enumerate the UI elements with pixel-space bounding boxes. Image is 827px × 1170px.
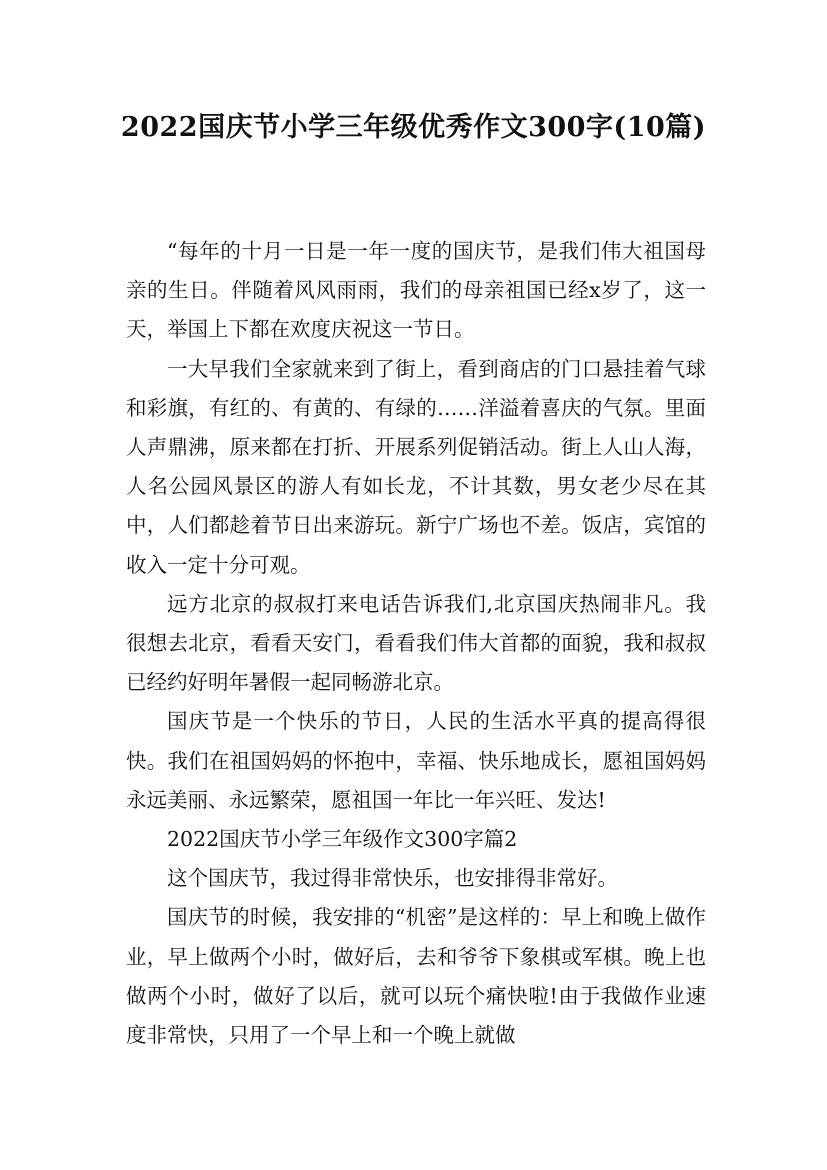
paragraph: 国庆节是一个快乐的节日，人民的生活水平真的提高得很快。我们在祖国妈妈的怀抱中，幸福、快乐地成长，愿祖国妈妈永远美丽、永远繁荣，愿祖国一年比一年兴旺、发达! — [126, 709, 706, 812]
paragraph: “每年的十月一日是一年一度的国庆节，是我们伟大祖国母亲的生日。伴随着风风雨雨，我们的母亲祖国已经x岁了，这一天，举国上下都在欢度庆祝这一节日。 — [126, 239, 706, 342]
paragraph: 国庆节的时候，我安排的“机密”是这样的：早上和晚上做作业，早上做两个小时，做好后，去和爷爷下象棋或军棋。晚上也做两个小时，做好了以后，就可以玩个痛快啦!由于我做作业速度非常快，只用了一个早上和一个晚上就做 — [126, 905, 706, 1048]
paragraph: 远方北京的叔叔打来电话告诉我们,北京国庆热闹非凡。我很想去北京，看看天安门，看看我们伟大首都的面貌，我和叔叔已经约好明年暑假一起同畅游北京。 — [126, 591, 706, 695]
paragraph: 这个国庆节，我过得非常快乐，也安排得非常好。 — [167, 866, 618, 891]
document-body — [126, 232, 706, 1055]
paragraph: 一大早我们全家就来到了街上，看到商店的门口悬挂着气球和彩旗，有红的、有黄的、有绿的……洋溢着喜庆的气氛。里面人声鼎沸，原来都在打折、开展系列促销活动。街上人山人海，人名公园风景区的游人有如长龙，不计其数，男女老少尽在其中，人们都趁着节日出来游玩。新宁广场也不差。饭店，宾馆的收入一定十分可观。 — [126, 356, 706, 577]
section-heading: 2022国庆节小学三年级作文300字篇2 — [167, 827, 518, 852]
document-title: 2022国庆节小学三年级优秀作文300字(10篇) — [120, 112, 707, 143]
